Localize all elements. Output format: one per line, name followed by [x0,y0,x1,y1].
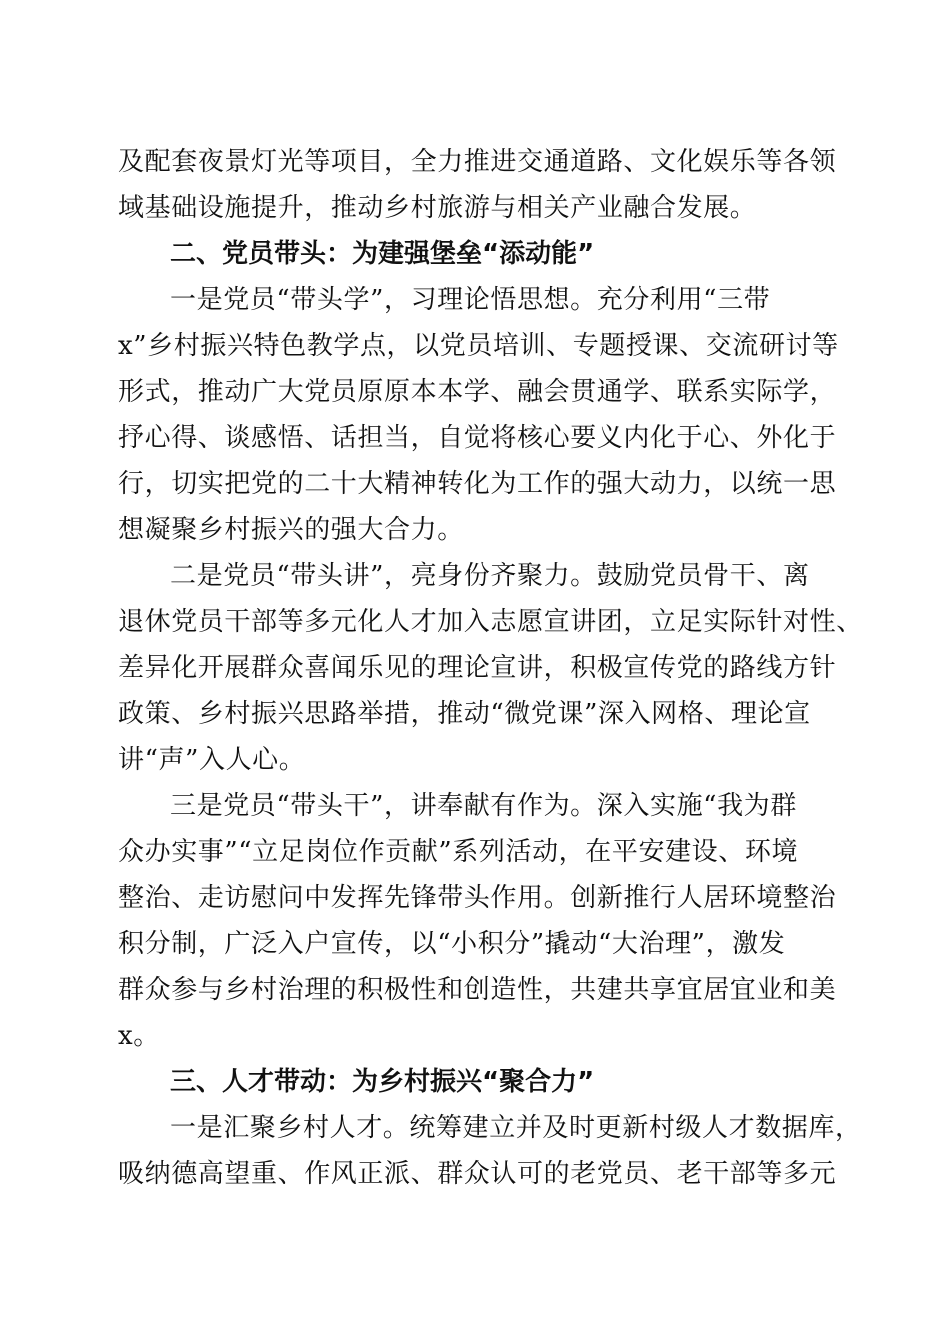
body-line: 积分制，广泛入户宣传，以“小积分”撬动“大治理”，激发 [118,929,786,959]
paragraph-first-line: 一是汇聚乡村人才。统筹建立并及时更新村级人才数据库， [170,1113,862,1143]
body-line: 政策、乡村振兴思路举措，推动“微党课”深入网格、理论宣 [118,699,811,729]
section-heading: 二、党员带头：为建强堡垒“添动能” [170,239,595,269]
body-line: x。 [118,1021,160,1051]
body-line: 群众参与乡村治理的积极性和创造性，共建共享宜居宜业和美 [118,975,837,1005]
body-line: 众办实事”“立足岗位作贡献”系列活动，在平安建设、环境 [118,837,799,867]
body-line: 及配套夜景灯光等项目，全力推进交通道路、文化娱乐等各领 [118,147,837,177]
body-line: 想凝聚乡村振兴的强大合力。 [118,515,464,545]
body-line: 吸纳德高望重、作风正派、群众认可的老党员、老干部等多元 [118,1159,837,1189]
body-line: 退休党员干部等多元化人才加入志愿宣讲团，立足实际针对性、 [118,607,863,637]
body-line: 域基础设施提升，推动乡村旅游与相关产业融合发展。 [118,193,757,223]
body-line: 讲“声”入人心。 [118,745,306,775]
body-line: 行，切实把党的二十大精神转化为工作的强大动力，以统一思 [118,469,837,499]
body-line: 抒心得、谈感悟、话担当，自觉将核心要义内化于心、外化于 [118,423,837,453]
paragraph-first-line: 三是党员“带头干”，讲奉献有作为。深入实施“我为群 [170,791,797,821]
paragraph-first-line: 一是党员“带头学”，习理论悟思想。充分利用“三带 [170,285,771,315]
section-heading: 三、人才带动：为乡村振兴“聚合力” [170,1067,595,1097]
paragraph-first-line: 二是党员“带头讲”，亮身份齐聚力。鼓励党员骨干、离 [170,561,810,591]
body-line: 整治、走访慰问中发挥先锋带头作用。创新推行人居环境整治 [118,883,837,913]
body-line: x”乡村振兴特色教学点，以党员培训、专题授课、交流研讨等 [118,331,839,361]
body-line: 形式，推动广大党员原原本本学、融会贯通学、联系实际学， [118,377,837,407]
body-line: 差异化开展群众喜闻乐见的理论宣讲，积极宣传党的路线方针 [118,653,837,683]
